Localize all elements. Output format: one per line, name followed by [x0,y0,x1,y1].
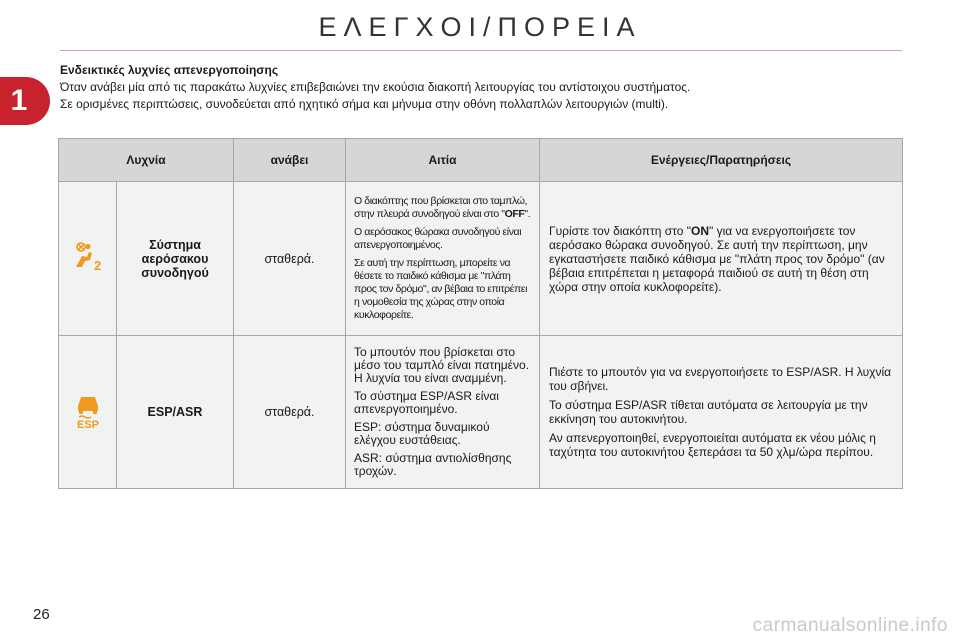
chapter-tab [0,77,50,125]
action-paragraph [549,224,894,294]
cause-cell [346,182,540,336]
cause-paragraph: Το σύστημα ESP/ASR είναι απενεργοποιημένο. [354,389,499,416]
lamp-state: σταθερά. [234,336,346,489]
esp-icon-label: ESP [76,418,99,429]
page-title: ΕΛΕΓΧΟΙ/ΠΟΡΕΙΑ [318,12,642,42]
page-number: 26 [33,606,50,623]
action-paragraph: Το σύστημα ESP/ASR τίθεται αυτόματα σε λειτουργία με την εκκίνηση του αυτοκινήτου. [549,398,868,426]
cause-cell [346,336,540,489]
lamp-state: σταθερά. [234,182,346,336]
cause-paragraph: Το μπουτόν που βρίσκεται στο μέσο του ταμπλό είναι πατημένο. Η λυχνία του είναι αναμμένη. [354,345,530,385]
esp-off-icon [73,393,103,429]
table-row-airbag [59,182,903,336]
chapter-number: 1 [10,84,28,117]
cause-paragraph: ASR: σύστημα αντιολίσθησης τροχών. [354,451,512,478]
intro-line-1: Όταν ανάβει μία από τις παρακάτω λυχνίες επιβεβαιώνει την εκούσια διακοπή λειτουργίας του αντίστοιχου συστήματος. [60,80,691,94]
system-name: ESP/ASR [117,336,234,489]
on-label: ON [690,223,709,238]
warning-lamps-table [58,138,903,489]
cause-paragraph: ESP: σύστημα δυναμικού ελέγχου ευστάθειας. [354,420,490,447]
section-intro [60,79,920,113]
action-paragraph: Αν απενεργοποιηθεί, ενεργοποιείται αυτόματα εκ νέου μόλις η ταχύτητα του αυτοκινήτου ξεπεράσει τα 50 χλμ/ώρα περίπου. [549,431,876,459]
cause-text: Ο διακόπτης που βρίσκεται στο ταμπλώ, στην πλευρά συνοδηγού είναι στο " [354,195,528,220]
section-heading: Ενδεικτικές λυχνίες απενεργοποίησης [60,63,279,77]
cause-paragraph: Ο αερόσακος θώρακα συνοδηγού είναι απενεργοποιημένος. [354,226,522,251]
off-label: OFF [504,208,525,220]
action-text: " για να ενεργοποιήσετε τον αερόσακο θώρακα συνοδηγού. Σε αυτή την περίπτωση, μην εγκαταστήσετε παιδικό κάθισμα με "πλάτη προς τον δρόμο" (αν βέβαια επιτρέπεται η μεταφορά παιδιού σε αυτή τη θέση στη χώρα στην οποία κυκλοφορείτε). [549,223,885,294]
header-lamp: Λυχνία [59,139,234,182]
action-cell [540,336,903,489]
watermark: carmanualsonline.info [752,615,948,636]
header-cause: Αιτία [346,139,540,182]
action-paragraph: Πιέστε το μπουτόν για να ενεργοποιήσετε το ESP/ASR. Η λυχνία του σβήνει. [549,365,892,393]
table-header-row [59,139,903,182]
header-on: ανάβει [234,139,346,182]
action-cell [540,182,903,336]
header-actions: Ενέργειες/Παρατηρήσεις [540,139,903,182]
lamp-icon-cell [59,336,117,489]
intro-line-2: Σε ορισμένες περιπτώσεις, συνοδεύεται από ηχητικό σήμα και μήνυμα στην οθόνη πολλαπλών λειτουργιών (multi). [60,97,669,111]
title-divider [60,50,902,51]
svg-text:2: 2 [93,258,101,273]
system-name: Σύστημα αερόσακου συνοδηγού [117,182,234,336]
cause-text: ". [524,208,531,220]
table-row-esp [59,336,903,489]
action-text: Γυρίστε τον διακόπτη στο " [549,223,691,238]
cause-paragraph [354,195,533,221]
cause-paragraph: Σε αυτή την περίπτωση, μπορείτε να θέσετε το παιδικό κάθισμα με "πλάτη προς τον δρόμο", αν βέβαια το επιτρέπει η νομοθεσία της χώρας στην οποία κυκλοφορείτε. [354,257,528,321]
passenger-airbag-off-icon [73,241,103,273]
lamp-icon-cell [59,182,117,336]
